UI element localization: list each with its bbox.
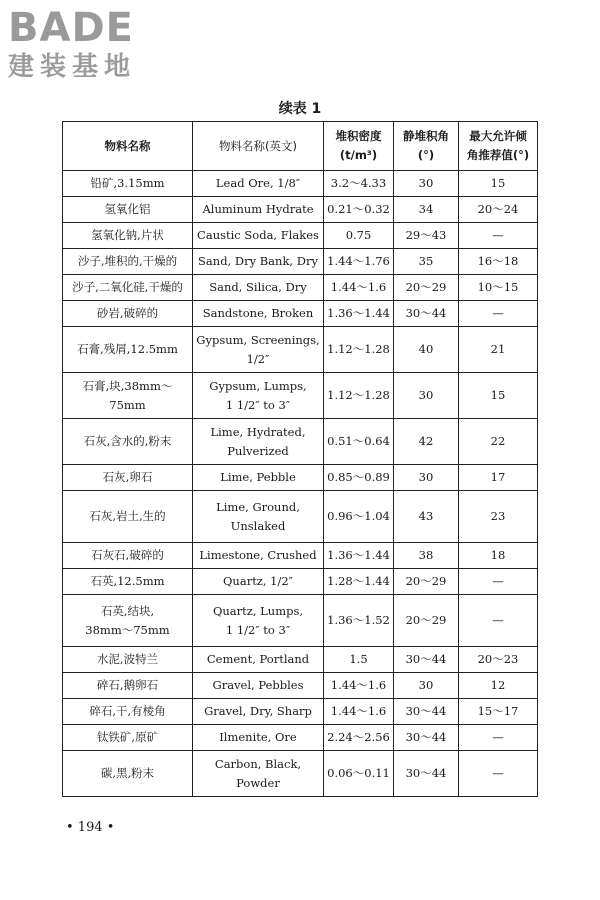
table-row [63, 301, 538, 327]
cell-name-cn-line-2: 38mm～75mm [85, 622, 170, 637]
cell-name-en: Sand, Dry Bank, Dry [193, 249, 324, 275]
cell-name-cn: 沙子,堆积的,干燥的 [63, 249, 193, 275]
header-angle [394, 122, 459, 171]
header-name-cn: 物料名称 [63, 122, 193, 171]
cell-name-en: Ilmenite, Ore [193, 725, 324, 751]
cell-incline: — [459, 223, 538, 249]
cell-name-en: Gravel, Dry, Sharp [193, 699, 324, 725]
cell-name-en: Sandstone, Broken [193, 301, 324, 327]
table-row [63, 465, 538, 491]
cell-density: 0.21～0.32 [324, 197, 394, 223]
cell-name-cn: 石膏,块,38mm～75mm [63, 373, 193, 419]
cell-incline: — [459, 595, 538, 647]
cell-angle: 34 [394, 197, 459, 223]
table-row [63, 491, 538, 543]
cell-incline: 18 [459, 543, 538, 569]
table-row [63, 197, 538, 223]
cell-name-cn: 石膏,残屑,12.5mm [63, 327, 193, 373]
cell-name-en: Lead Ore, 1/8″ [193, 171, 324, 197]
cell-angle: 29～43 [394, 223, 459, 249]
cell-angle: 30 [394, 673, 459, 699]
cell-angle: 20～29 [394, 275, 459, 301]
cell-name-en-line-1: Lime, Ground, [216, 499, 300, 514]
cell-name-cn: 碎石,干,有棱角 [63, 699, 193, 725]
publisher-logo [8, 6, 178, 86]
header-incline-label-2: 角推荐值(°) [466, 148, 530, 162]
cell-name-cn: 石灰石,破碎的 [63, 543, 193, 569]
cell-name-en: Lime, Pebble [193, 465, 324, 491]
cell-name-en-line-2: 1/2″ [246, 351, 270, 366]
cell-density: 0.51～0.64 [324, 419, 394, 465]
cell-name-cn: 水泥,波特兰 [63, 647, 193, 673]
table-row [63, 373, 538, 419]
cell-name-en-line-1: Carbon, Black, [214, 756, 302, 771]
cell-density: 1.36～1.44 [324, 543, 394, 569]
cell-name-en: Sand, Silica, Dry [193, 275, 324, 301]
header-name-en: 物料名称(英文) [193, 122, 324, 171]
cell-incline: 22 [459, 419, 538, 465]
table-row [63, 647, 538, 673]
cell-name-en-line-2: Pulverized [227, 443, 289, 458]
cell-name-en: Gravel, Pebbles [193, 673, 324, 699]
cell-incline: 15 [459, 373, 538, 419]
header-angle-unit: (°) [417, 148, 435, 162]
cell-angle: 20～29 [394, 595, 459, 647]
table-header-row [63, 122, 538, 171]
table-row [63, 275, 538, 301]
cell-name-en: Aluminum Hydrate [193, 197, 324, 223]
cell-name-en: Cement, Portland [193, 647, 324, 673]
cell-angle: 30～44 [394, 725, 459, 751]
cell-name-en-line-2: 1 1/2″ to 3″ [225, 622, 291, 637]
cell-incline: 16～18 [459, 249, 538, 275]
cell-angle: 30～44 [394, 647, 459, 673]
cell-name-cn [63, 595, 193, 647]
cell-angle: 42 [394, 419, 459, 465]
cell-name-en [193, 751, 324, 797]
cell-density: 1.44～1.6 [324, 275, 394, 301]
table-row [63, 419, 538, 465]
cell-incline: — [459, 301, 538, 327]
header-incline-label-1: 最大允许倾 [469, 129, 527, 143]
page-number: • 194 • [66, 820, 115, 835]
table-row [63, 327, 538, 373]
cell-incline: 20～23 [459, 647, 538, 673]
cell-name-cn: 氢氧化钠,片状 [63, 223, 193, 249]
cell-name-en-line-1: Quartz, Lumps, [212, 603, 304, 618]
cell-incline: 10～15 [459, 275, 538, 301]
header-density-label: 堆积密度 [335, 129, 382, 143]
cell-name-cn: 碎石,鹅卵石 [63, 673, 193, 699]
cell-incline: 21 [459, 327, 538, 373]
cell-name-en-line-1: Lime, Hydrated, [210, 424, 306, 439]
header-incline [459, 122, 538, 171]
table-row [63, 569, 538, 595]
cell-incline: 23 [459, 491, 538, 543]
cell-name-en-line-2: 1 1/2″ to 3″ [225, 397, 291, 412]
cell-incline: 20～24 [459, 197, 538, 223]
cell-name-en-line-1: Gypsum, Screenings, [196, 332, 320, 347]
cell-density: 1.36～1.52 [324, 595, 394, 647]
cell-density: 1.12～1.28 [324, 327, 394, 373]
cell-density: 3.2～4.33 [324, 171, 394, 197]
cell-density: 0.06～0.11 [324, 751, 394, 797]
cell-incline: 15～17 [459, 699, 538, 725]
cell-name-en [193, 327, 324, 373]
cell-density: 2.24～2.56 [324, 725, 394, 751]
logo-sub-text: 建装基地 [8, 52, 137, 82]
cell-angle: 30 [394, 171, 459, 197]
cell-name-cn: 氢氧化铝 [63, 197, 193, 223]
cell-angle: 30 [394, 465, 459, 491]
cell-name-cn: 沙子,二氧化硅,干燥的 [63, 275, 193, 301]
logo-brand-text: BADE [8, 5, 134, 51]
table-row [63, 725, 538, 751]
cell-name-en-line-1: Gypsum, Lumps, [209, 378, 307, 393]
cell-angle: 38 [394, 543, 459, 569]
table-row [63, 171, 538, 197]
material-properties-table [62, 121, 538, 797]
header-angle-label: 静堆积角 [403, 129, 449, 143]
cell-name-cn: 石灰,岩土,生的 [63, 491, 193, 543]
cell-incline: 15 [459, 171, 538, 197]
cell-name-cn: 石灰,含水的,粉末 [63, 419, 193, 465]
cell-angle: 30～44 [394, 751, 459, 797]
cell-density: 0.75 [324, 223, 394, 249]
cell-name-en: Limestone, Crushed [193, 543, 324, 569]
cell-incline: 17 [459, 465, 538, 491]
table-row [63, 751, 538, 797]
cell-incline: — [459, 751, 538, 797]
cell-angle: 40 [394, 327, 459, 373]
table-row [63, 223, 538, 249]
cell-angle: 30 [394, 373, 459, 419]
cell-angle: 20～29 [394, 569, 459, 595]
cell-angle: 43 [394, 491, 459, 543]
cell-incline: — [459, 569, 538, 595]
cell-angle: 30～44 [394, 301, 459, 327]
cell-density: 1.36～1.44 [324, 301, 394, 327]
cell-name-en-line-2: Powder [236, 775, 280, 790]
header-density [324, 122, 394, 171]
cell-name-cn: 石灰,卵石 [63, 465, 193, 491]
cell-name-en: Caustic Soda, Flakes [193, 223, 324, 249]
cell-angle: 30～44 [394, 699, 459, 725]
table-row [63, 595, 538, 647]
table-row [63, 673, 538, 699]
table-row [63, 699, 538, 725]
table-row [63, 249, 538, 275]
cell-angle: 35 [394, 249, 459, 275]
cell-name-en [193, 491, 324, 543]
cell-density: 0.96～1.04 [324, 491, 394, 543]
cell-incline: 12 [459, 673, 538, 699]
cell-name-en-line-2: Unslaked [230, 518, 286, 533]
cell-name-cn: 碳,黑,粉末 [63, 751, 193, 797]
cell-incline: — [459, 725, 538, 751]
cell-name-cn: 铅矿,3.15mm [63, 171, 193, 197]
cell-name-en [193, 373, 324, 419]
cell-density: 1.28～1.44 [324, 569, 394, 595]
cell-name-cn: 石英,12.5mm [63, 569, 193, 595]
cell-name-cn-line-1: 石英,结块, [100, 603, 155, 618]
cell-density: 1.44～1.6 [324, 673, 394, 699]
cell-name-en: Quartz, 1/2″ [193, 569, 324, 595]
cell-density: 1.12～1.28 [324, 373, 394, 419]
cell-name-en [193, 595, 324, 647]
table-caption: 续表 1 [278, 101, 322, 117]
cell-name-en [193, 419, 324, 465]
cell-name-cn: 砂岩,破碎的 [63, 301, 193, 327]
cell-density: 0.85～0.89 [324, 465, 394, 491]
cell-density: 1.44～1.6 [324, 699, 394, 725]
table-row [63, 543, 538, 569]
header-density-unit: (t/m³) [339, 148, 378, 162]
cell-density: 1.5 [324, 647, 394, 673]
cell-density: 1.44～1.76 [324, 249, 394, 275]
cell-name-cn: 钛铁矿,原矿 [63, 725, 193, 751]
